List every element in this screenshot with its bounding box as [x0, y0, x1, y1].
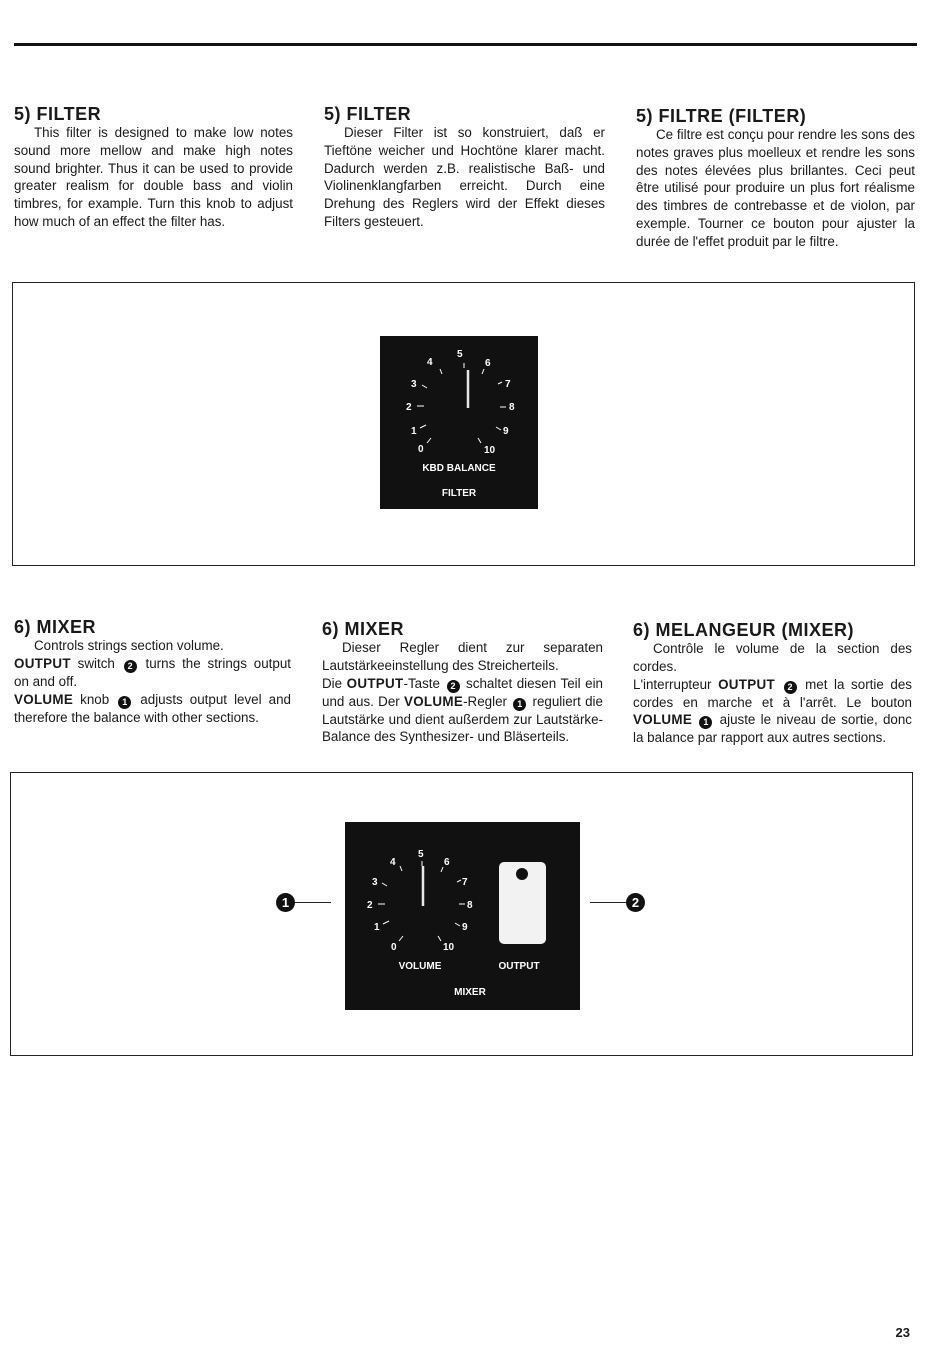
dial-number: 10 [443, 942, 455, 953]
dial-number: 2 [367, 900, 373, 911]
filter-section-label: FILTER [441, 488, 477, 499]
filter-german-column [324, 104, 605, 231]
text-fragment: reguliert die Lautstärke und dient außerdem zur Lautstärke-Balance des Synthesizer- und Bläserteils. [322, 693, 603, 745]
controls-paragraph [633, 676, 912, 748]
top-rule [14, 43, 917, 46]
badge-two-icon: 2 [124, 660, 137, 673]
badge-two-icon: 2 [784, 681, 797, 694]
section-heading: 5) FILTER [14, 104, 102, 124]
dial-number: 3 [372, 877, 378, 888]
badge-one-icon: 1 [118, 696, 131, 709]
callout-leader-line [590, 902, 626, 903]
dial-number: 1 [411, 426, 417, 437]
text-fragment: met la sortie des cordes en marche et à l'arrêt. Le bouton [633, 676, 912, 710]
output-term: OUTPUT [718, 676, 775, 692]
volume-term: VOLUME [633, 712, 693, 728]
volume-term: VOLUME [14, 691, 74, 707]
section-heading: 6) MIXER [14, 617, 97, 637]
callout-number-two: 2 [626, 893, 645, 912]
badge-one-icon: 1 [513, 698, 526, 711]
dial-number: 7 [505, 379, 511, 390]
section-heading: 6) MELANGEUR (MIXER) [633, 620, 854, 640]
dial-number: 1 [374, 922, 380, 933]
text-fragment: -Regler [463, 693, 512, 709]
section-body: Dieser Filter ist so konstruiert, daß er Tieftöne weicher und Hochtöne klarer macht. Dadurch werden z.B. realistische Baß- und Violinenklangfarben erreicht. Durch eine Drehung des Reglers wird der Effekt dieses Filters gesteuert. [324, 125, 605, 229]
dial-number: 5 [457, 349, 463, 360]
text-fragment: turns the strings output on and off. [14, 655, 291, 689]
controls-paragraph [322, 675, 603, 747]
section-body: This filter is designed to make low notes sound more mellow and make high notes sound brighter. Thus it can be used to provide greater realism for double bass and violin timbres, for example. Turn this knob to adjust how much of an effect the filter has. [14, 125, 293, 229]
dial-number: 4 [427, 357, 433, 368]
callout-number-one: 1 [276, 893, 295, 912]
text-fragment: -Taste [403, 675, 445, 691]
badge-two-icon: 2 [447, 680, 460, 693]
volume-term: VOLUME [403, 693, 464, 709]
text-fragment: switch [70, 655, 122, 671]
filter-french-column [636, 106, 915, 251]
section-heading: 5) FILTER [324, 104, 412, 124]
dial-number: 10 [484, 445, 496, 456]
dial-number: 9 [462, 922, 468, 933]
text-fragment: knob [73, 691, 117, 707]
kbd-balance-label: KBD BALANCE [422, 463, 496, 474]
callout-leader-line [295, 902, 331, 903]
dial-number: 3 [411, 379, 417, 390]
text-fragment: adjusts output level and therefore the balance with other sections. [14, 691, 292, 725]
text-fragment: Die [322, 675, 347, 691]
mixer-french-column [633, 620, 912, 747]
dial-number: 8 [509, 402, 515, 413]
badge-one-icon: 1 [699, 716, 712, 729]
page-number: 23 [895, 1325, 910, 1340]
text-fragment: L'interrupteur [633, 676, 719, 692]
section-heading: 6) MIXER [322, 619, 405, 639]
section-intro: Controls strings section volume. [34, 638, 224, 653]
dial-number: 7 [462, 877, 468, 888]
output-term: OUTPUT [346, 675, 404, 691]
mixer-german-column [322, 619, 603, 746]
volume-paragraph [14, 691, 291, 727]
output-paragraph [14, 655, 291, 691]
dial-number: 2 [406, 402, 412, 413]
dial-number: 0 [418, 444, 424, 455]
mixer-english-column [14, 617, 291, 726]
text-fragment: schaltet diesen Teil ein und aus. Der [322, 675, 603, 709]
dial-number: 8 [467, 900, 473, 911]
dial-number: 4 [390, 857, 396, 868]
filter-english-column [14, 104, 293, 231]
dial-number: 9 [503, 426, 509, 437]
output-term: OUTPUT [14, 655, 71, 671]
dial-number: 5 [418, 849, 424, 860]
section-heading: 5) FILTRE (FILTER) [636, 106, 807, 126]
mixer-panel [345, 822, 580, 1010]
filter-panel [380, 336, 538, 509]
mixer-panel-graphic [345, 822, 580, 1010]
dial-number: 6 [444, 857, 450, 868]
dial-number: 6 [485, 358, 491, 369]
text-fragment: ajuste le niveau de sortie, donc la balance par rapport aux autres sections. [633, 712, 912, 746]
mixer-section-label: MIXER [454, 987, 486, 998]
filter-panel-graphic [380, 336, 538, 509]
volume-label: VOLUME [398, 961, 442, 972]
output-label: OUTPUT [498, 961, 540, 972]
section-intro: Dieser Regler dient zur separaten Lautstärkeeinstellung des Streicherteils. [322, 640, 603, 673]
section-intro: Contrôle le volume de la section des cordes. [633, 641, 912, 674]
section-body: Ce filtre est conçu pour rendre les sons des notes graves plus moelleux et rendre les sons des notes élevées plus brillantes. Ceci peut être utilisé pour produire un plus fort réalisme des timbres de contrebasse et de violon, par exemple. Tourner ce bouton pour ajuster la durée de l'effet produit par le filtre. [636, 127, 915, 249]
output-led-icon [516, 868, 528, 880]
callout-volume [276, 893, 331, 912]
callout-output [590, 893, 645, 912]
dial-number: 0 [391, 942, 397, 953]
